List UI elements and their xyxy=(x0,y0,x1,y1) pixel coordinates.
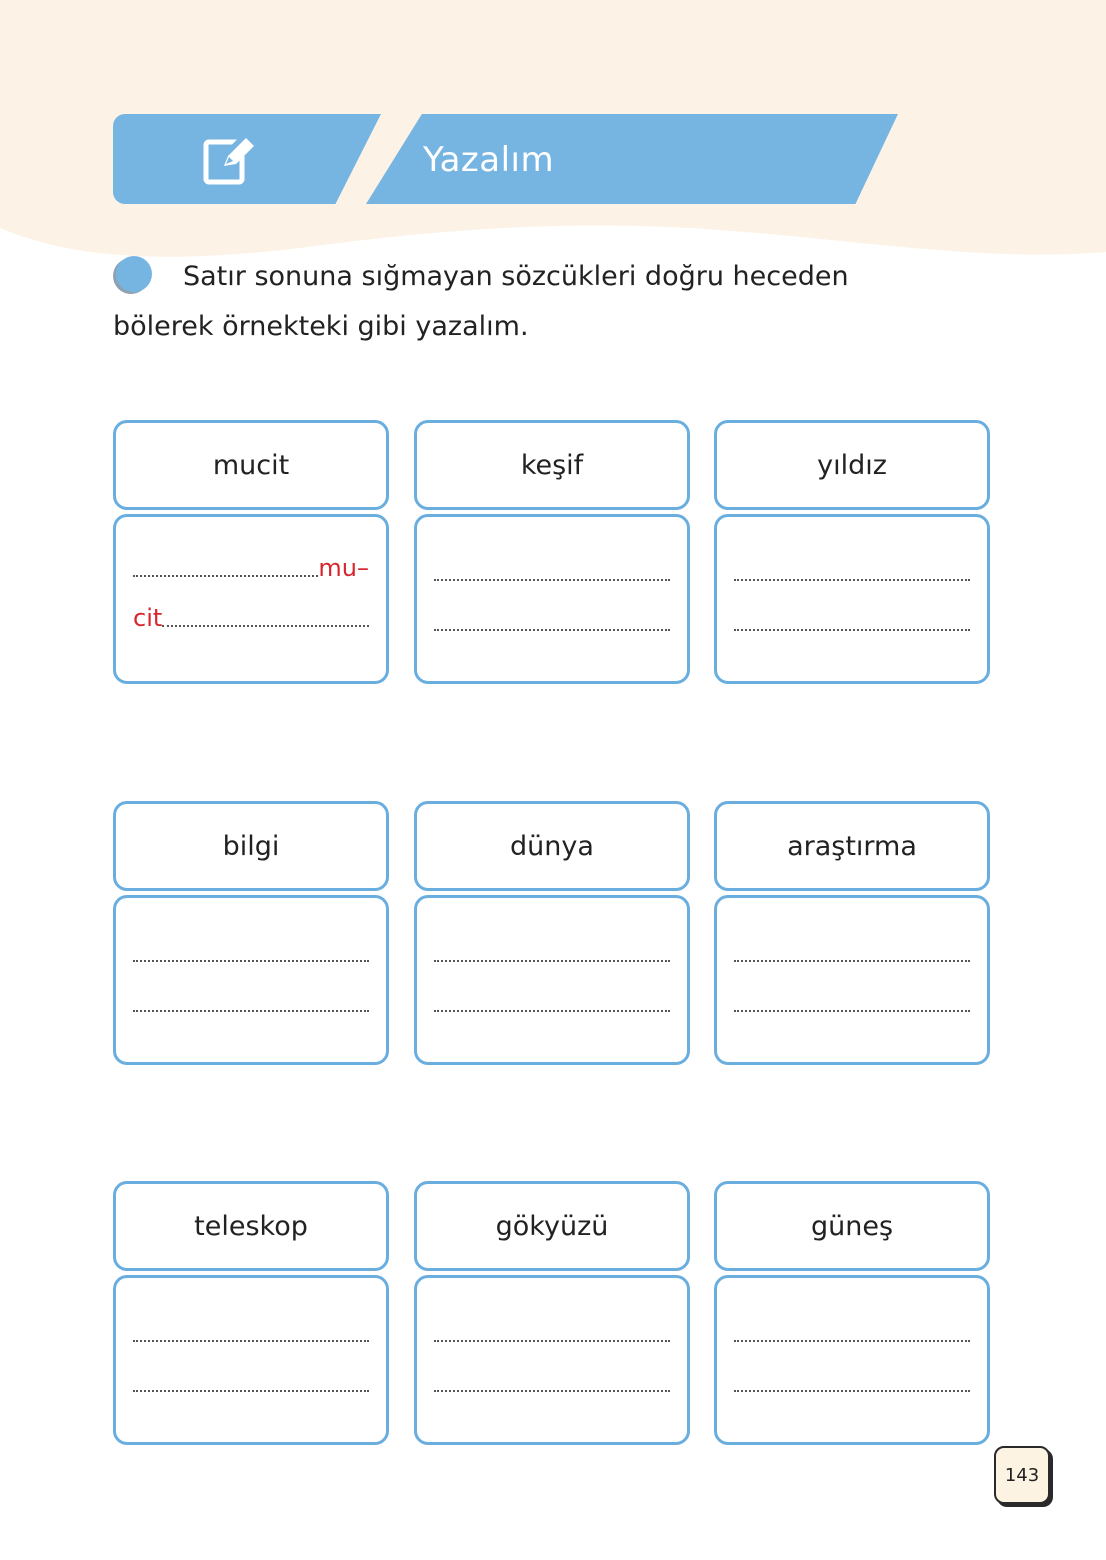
word-label: gökyüzü xyxy=(414,1181,690,1271)
dotted-line xyxy=(734,579,970,581)
page-number: 143 xyxy=(994,1446,1050,1504)
word-label: yıldız xyxy=(714,420,990,510)
dotted-line xyxy=(734,1340,970,1342)
writing-area[interactable] xyxy=(113,1275,389,1445)
word-label: teleskop xyxy=(113,1181,389,1271)
dotted-line xyxy=(734,1010,970,1012)
example-line-2 xyxy=(133,605,369,631)
writing-area[interactable] xyxy=(414,514,690,684)
instruction-text: Satır sonuna sığmayan sözcükleri doğru heceden bölerek örnekteki gibi yazalım. xyxy=(113,261,849,342)
writing-area[interactable] xyxy=(714,1275,990,1445)
dotted-line xyxy=(434,960,670,962)
word-label: araştırma xyxy=(714,801,990,891)
dotted-line xyxy=(162,625,369,627)
dotted-line xyxy=(734,629,970,631)
dotted-line xyxy=(434,629,670,631)
dotted-line xyxy=(434,1010,670,1012)
example-syllable-1: mu– xyxy=(318,554,369,582)
edit-icon xyxy=(200,130,258,188)
dotted-line xyxy=(734,1390,970,1392)
word-label: dünya xyxy=(414,801,690,891)
writing-area[interactable] xyxy=(113,895,389,1065)
word-label: güneş xyxy=(714,1181,990,1271)
writing-area[interactable] xyxy=(714,514,990,684)
dotted-line xyxy=(434,1340,670,1342)
writing-area[interactable] xyxy=(714,895,990,1065)
dotted-line xyxy=(133,1390,369,1392)
dotted-line xyxy=(434,579,670,581)
dotted-line xyxy=(434,1390,670,1392)
page-title: Yazalım xyxy=(423,140,555,180)
dotted-line xyxy=(133,1010,369,1012)
example-line-1 xyxy=(133,555,369,581)
word-label: keşif xyxy=(414,420,690,510)
word-label: mucit xyxy=(113,420,389,510)
dotted-line xyxy=(133,960,369,962)
dotted-line xyxy=(133,575,318,577)
dotted-line xyxy=(133,1340,369,1342)
word-label: bilgi xyxy=(113,801,389,891)
writing-area[interactable] xyxy=(414,895,690,1065)
writing-area[interactable] xyxy=(414,1275,690,1445)
example-syllable-2: cit xyxy=(133,604,163,632)
writing-area[interactable] xyxy=(113,514,389,684)
dotted-line xyxy=(734,960,970,962)
